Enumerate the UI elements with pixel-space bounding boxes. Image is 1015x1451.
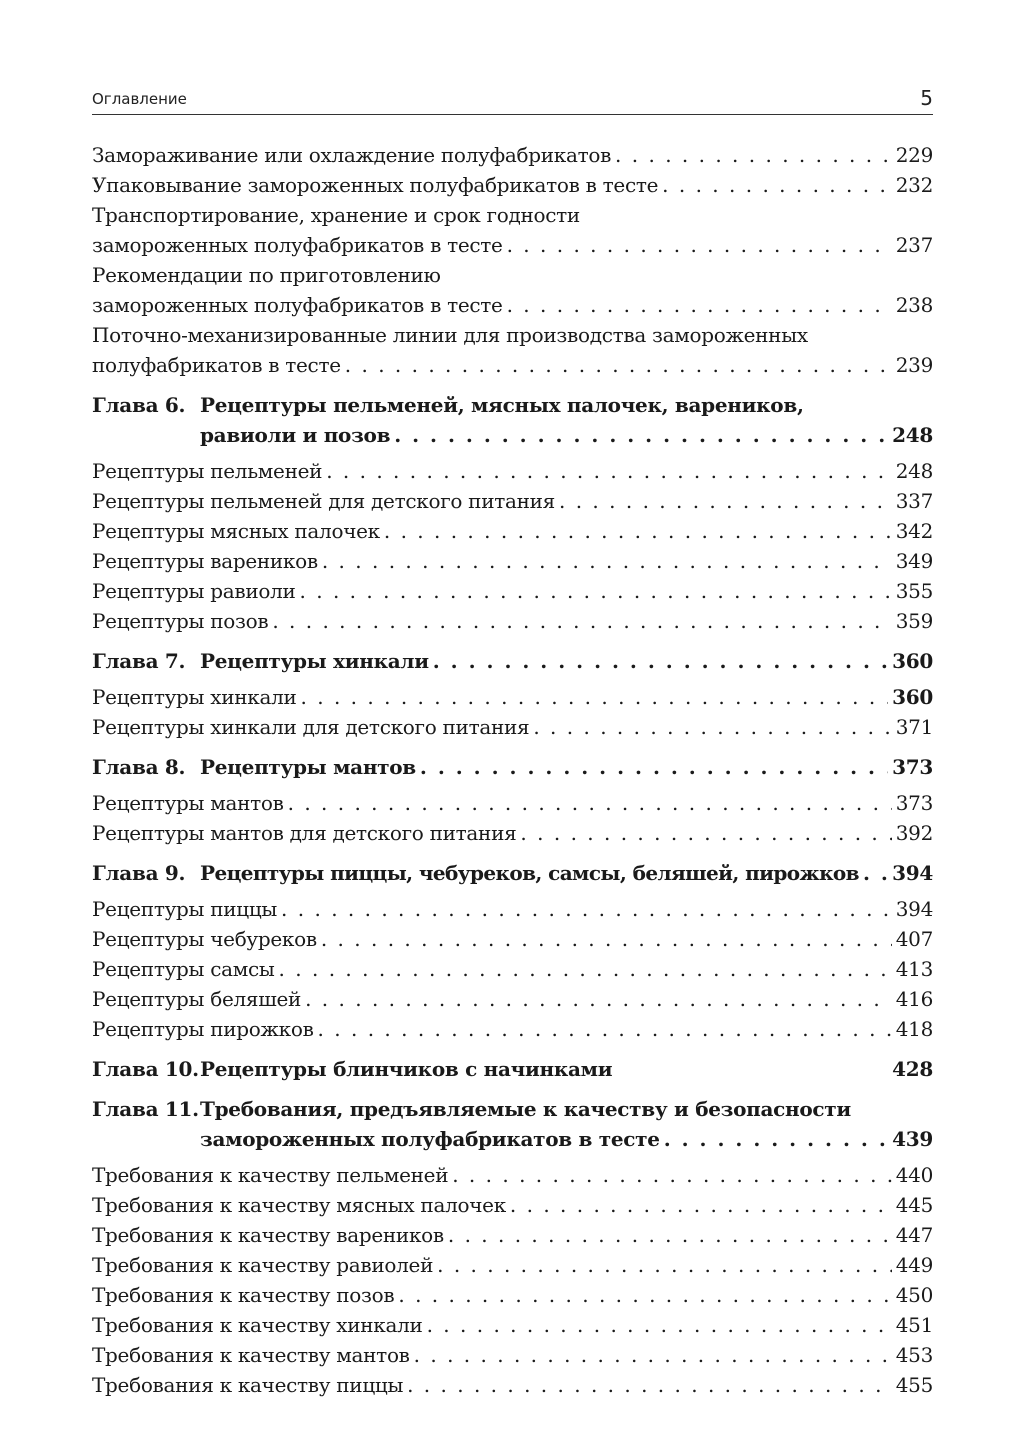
toc-entry-title-cont: замороженных полуфабрикатов в тесте — [92, 233, 503, 257]
toc-entry[interactable] — [92, 140, 933, 170]
dot-leader — [427, 1310, 892, 1340]
toc-entry-page: 229 — [895, 143, 933, 167]
toc-entry-page: 416 — [895, 987, 933, 1011]
chapter-page: 360 — [892, 649, 933, 673]
toc-entry[interactable] — [92, 456, 933, 486]
dot-leader — [437, 1250, 892, 1280]
dot-leader — [507, 290, 892, 320]
toc-entry-title: Транспортирование, хранение и срок годности — [92, 203, 580, 227]
toc-entry[interactable] — [92, 1340, 933, 1370]
toc-entry[interactable] — [92, 712, 933, 742]
chapter-page: 428 — [892, 1057, 933, 1081]
toc-chapter-8[interactable] — [92, 752, 933, 782]
toc-entry-page: 239 — [895, 353, 933, 377]
toc-entry[interactable] — [92, 682, 933, 712]
dot-leader — [433, 646, 888, 676]
toc-entry-title: Упаковывание замороженных полуфабрикатов в тесте — [92, 173, 659, 197]
dot-leader — [272, 606, 891, 636]
toc-entry-page: 418 — [895, 1017, 933, 1041]
toc-entry-title: Требования к качеству пиццы — [92, 1373, 404, 1397]
toc-entry-title: Рекомендации по приготовлению — [92, 263, 441, 287]
toc-chapter-10[interactable] — [92, 1054, 933, 1084]
dot-leader — [448, 1220, 892, 1250]
toc-entry-page: 248 — [895, 459, 933, 483]
toc-entry-page: 453 — [895, 1343, 933, 1367]
toc-entry-title: Требования к качеству мясных палочек — [92, 1193, 506, 1217]
toc-entry-title: Рецептуры пирожков — [92, 1017, 314, 1041]
chapter-page: 394 — [892, 861, 933, 885]
dot-leader — [414, 1340, 892, 1370]
toc-entry-title: Рецептуры пиццы — [92, 897, 278, 921]
toc-chapter-7[interactable] — [92, 646, 933, 676]
chapter-label: Глава 9. — [92, 861, 186, 885]
toc-entry[interactable] — [92, 894, 933, 924]
dot-leader — [301, 682, 889, 712]
toc-entry-title: Требования к качеству вареников — [92, 1223, 444, 1247]
chapter-label: Глава 11. — [92, 1097, 199, 1121]
chapter-label: Глава 10. — [92, 1057, 199, 1081]
toc-entry-title: Рецептуры равиоли — [92, 579, 296, 603]
toc-entry-title: Требования к качеству пельменей — [92, 1163, 449, 1187]
dot-leader — [559, 486, 892, 516]
toc-entry[interactable] — [92, 1310, 933, 1340]
toc-entry-title: Рецептуры самсы — [92, 957, 275, 981]
toc-entry-title-cont: полуфабрикатов в тесте — [92, 353, 341, 377]
chapter-title-cont: замороженных полуфабрикатов в тесте — [200, 1127, 660, 1151]
table-of-contents — [92, 140, 933, 1400]
dot-leader — [452, 1160, 892, 1190]
toc-entry-title: Требования к качеству равиолей — [92, 1253, 434, 1277]
toc-entry-title: Рецептуры мантов для детского питания — [92, 821, 517, 845]
toc-entry-title: Замораживание или охлаждение полуфабрикатов — [92, 143, 612, 167]
dot-leader — [281, 894, 892, 924]
toc-entry-page: 337 — [895, 489, 933, 513]
toc-entry[interactable] — [92, 260, 933, 320]
chapter-label: Глава 8. — [92, 755, 186, 779]
toc-entry[interactable] — [92, 200, 933, 260]
toc-entry-page: 407 — [895, 927, 933, 951]
dot-leader — [533, 712, 891, 742]
running-header-title: Оглавление — [92, 90, 187, 108]
chapter-title: Рецептуры пельменей, мясных палочек, вареников, — [200, 393, 804, 417]
chapter-label: Глава 6. — [92, 393, 186, 417]
toc-entry-page: 450 — [895, 1283, 933, 1307]
toc-entry[interactable] — [92, 1220, 933, 1250]
toc-entry-page: 359 — [895, 609, 933, 633]
chapter-title: Требования, предъявляемые к качеству и безопасности — [200, 1097, 851, 1121]
toc-entry-title: Рецептуры чебуреков — [92, 927, 317, 951]
toc-entry-page: 413 — [895, 957, 933, 981]
toc-entry[interactable] — [92, 546, 933, 576]
toc-entry[interactable] — [92, 170, 933, 200]
toc-entry-page: 445 — [895, 1193, 933, 1217]
toc-entry[interactable] — [92, 516, 933, 546]
toc-chapter-11[interactable] — [92, 1094, 933, 1154]
dot-leader — [420, 752, 888, 782]
dot-leader — [507, 230, 892, 260]
toc-entry-page: 237 — [895, 233, 933, 257]
toc-entry-page: 451 — [895, 1313, 933, 1337]
toc-entry[interactable] — [92, 1160, 933, 1190]
toc-chapter-6[interactable] — [92, 390, 933, 450]
running-header — [92, 86, 933, 115]
chapter-title: Рецептуры блинчиков с начинками — [200, 1057, 613, 1081]
toc-entry[interactable] — [92, 576, 933, 606]
page-number: 5 — [920, 86, 933, 110]
toc-entry-title: Рецептуры хинкали для детского питания — [92, 715, 530, 739]
dot-leader — [288, 788, 892, 818]
dot-leader — [300, 576, 892, 606]
toc-entry[interactable] — [92, 924, 933, 954]
chapter-label: Глава 7. — [92, 649, 186, 673]
toc-entry-page: 373 — [895, 791, 933, 815]
toc-entry[interactable] — [92, 1280, 933, 1310]
toc-entry[interactable] — [92, 818, 933, 848]
toc-entry[interactable] — [92, 954, 933, 984]
toc-entry[interactable] — [92, 606, 933, 636]
dot-leader — [322, 546, 892, 576]
toc-entry[interactable] — [92, 984, 933, 1014]
dot-leader — [664, 1124, 888, 1154]
toc-entry-page: 447 — [895, 1223, 933, 1247]
toc-entry-page: 238 — [895, 293, 933, 317]
dot-leader — [615, 140, 892, 170]
toc-entry[interactable] — [92, 320, 933, 380]
dot-leader — [345, 350, 892, 380]
toc-entry-title: Требования к качеству хинкали — [92, 1313, 423, 1337]
toc-entry-title: Рецептуры мантов — [92, 791, 284, 815]
chapter-page: 439 — [892, 1127, 933, 1151]
toc-entry-page: 355 — [895, 579, 933, 603]
toc-entry-title: Рецептуры мясных палочек — [92, 519, 380, 543]
toc-entry[interactable] — [92, 1190, 933, 1220]
dot-leader — [305, 984, 892, 1014]
toc-entry[interactable] — [92, 486, 933, 516]
toc-entry[interactable] — [92, 1370, 933, 1400]
dot-leader — [326, 456, 892, 486]
chapter-page: 373 — [892, 755, 933, 779]
toc-entry-title: Поточно-механизированные линии для производства замороженных — [92, 323, 808, 347]
chapter-title: Рецептуры мантов — [200, 755, 416, 779]
toc-entry-title: Рецептуры хинкали — [92, 685, 297, 709]
toc-entry-title: Рецептуры пельменей для детского питания — [92, 489, 555, 513]
chapter-title-cont: равиоли и позов — [200, 423, 391, 447]
chapter-title: Рецептуры хинкали — [200, 649, 429, 673]
dot-leader — [279, 954, 892, 984]
toc-entry[interactable] — [92, 788, 933, 818]
toc-entry-page: 440 — [895, 1163, 933, 1187]
toc-entry-title: Рецептуры пельменей — [92, 459, 323, 483]
toc-entry[interactable] — [92, 1250, 933, 1280]
toc-entry-title: Рецептуры позов — [92, 609, 269, 633]
toc-entry-page: 392 — [895, 821, 933, 845]
toc-entry-page: 449 — [895, 1253, 933, 1277]
toc-entry-page: 349 — [895, 549, 933, 573]
dot-leader — [863, 858, 888, 888]
toc-entry[interactable] — [92, 1014, 933, 1044]
toc-entry-title: Рецептуры вареников — [92, 549, 318, 573]
chapter-title: Рецептуры пиццы, чебуреков, самсы, беляшей, пирожков — [200, 861, 859, 885]
toc-chapter-9[interactable] — [92, 858, 933, 888]
dot-leader — [662, 170, 892, 200]
dot-leader — [394, 420, 888, 450]
toc-entry-title-cont: замороженных полуфабрикатов в тесте — [92, 293, 503, 317]
toc-entry-title: Требования к качеству позов — [92, 1283, 395, 1307]
dot-leader — [510, 1190, 892, 1220]
dot-leader — [384, 516, 892, 546]
dot-leader — [318, 1014, 892, 1044]
toc-entry-page: 394 — [895, 897, 933, 921]
toc-entry-page: 360 — [892, 685, 933, 709]
dot-leader — [398, 1280, 891, 1310]
dot-leader — [520, 818, 891, 848]
toc-entry-page: 232 — [895, 173, 933, 197]
toc-entry-title: Рецептуры беляшей — [92, 987, 302, 1011]
dot-leader — [321, 924, 892, 954]
toc-entry-title: Требования к качеству мантов — [92, 1343, 410, 1367]
dot-leader — [407, 1370, 892, 1400]
toc-entry-page: 342 — [895, 519, 933, 543]
toc-entry-page: 371 — [895, 715, 933, 739]
chapter-page: 248 — [892, 423, 933, 447]
toc-entry-page: 455 — [895, 1373, 933, 1397]
